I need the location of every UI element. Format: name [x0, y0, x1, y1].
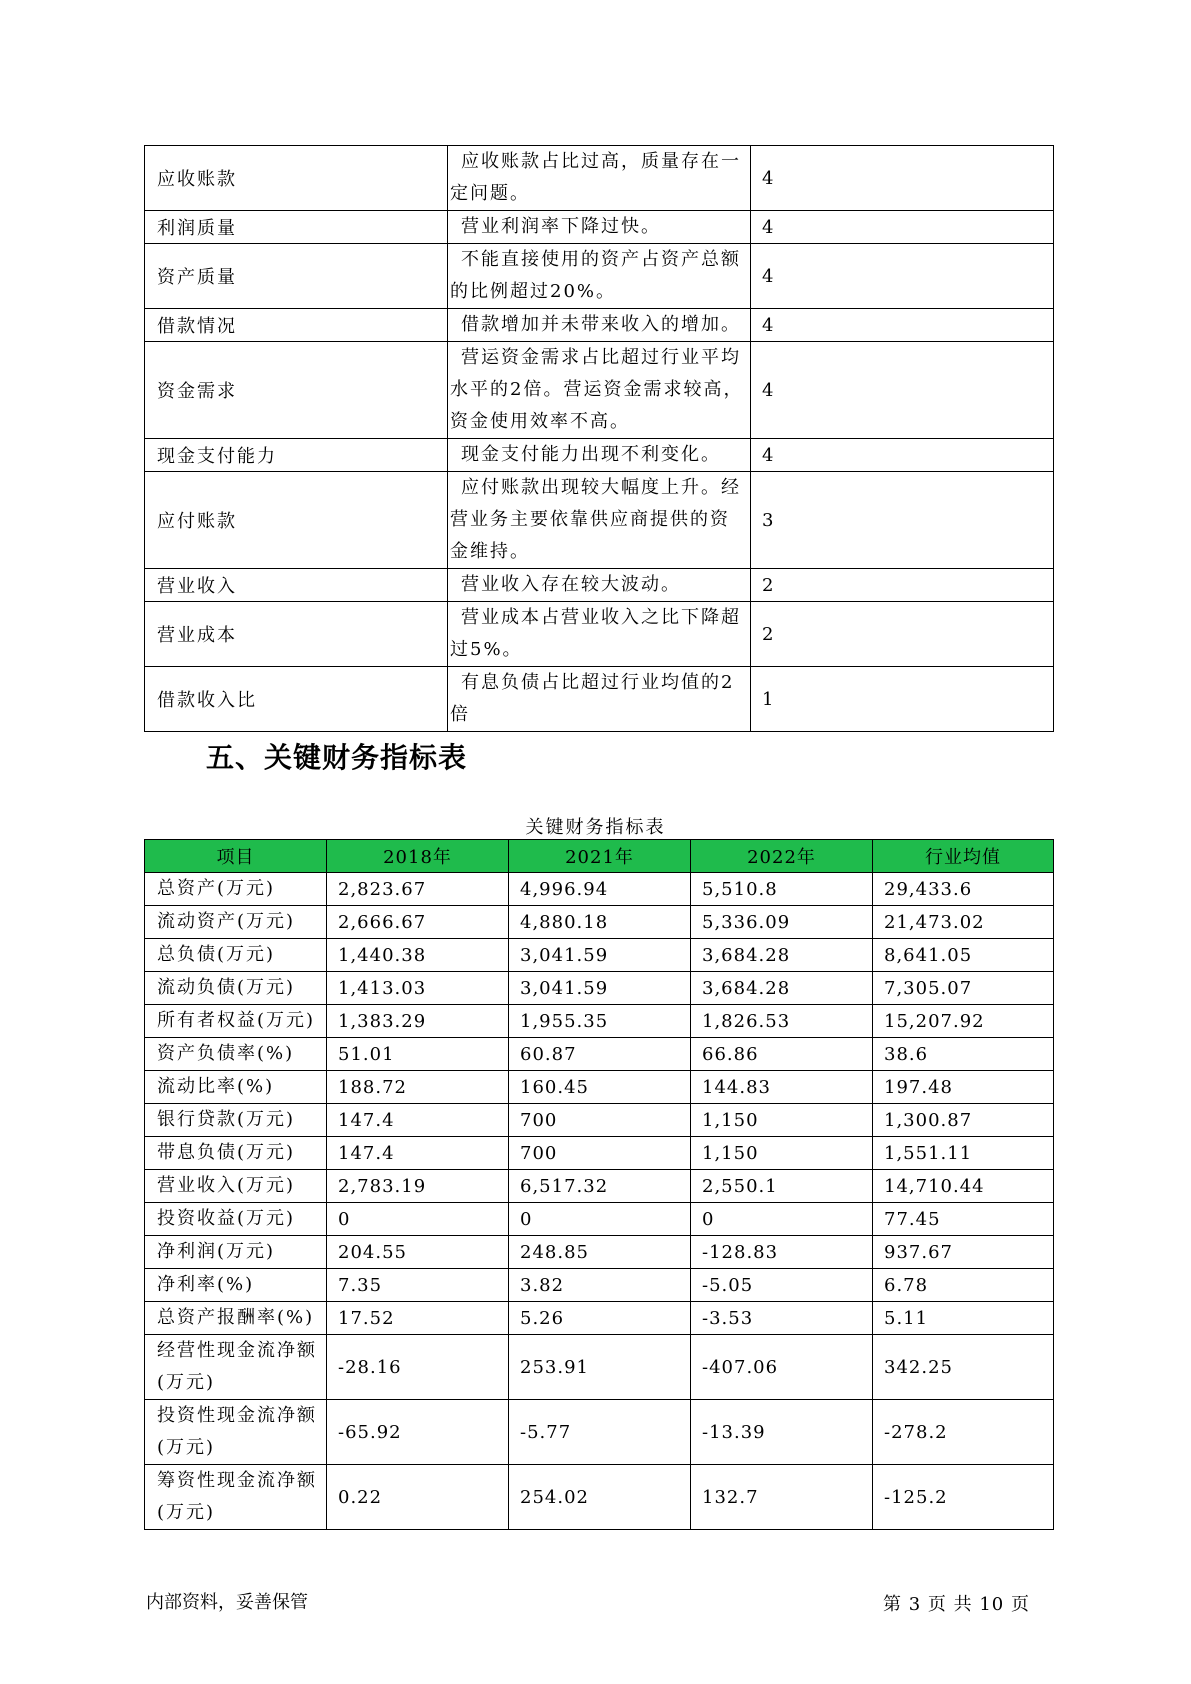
value-2021: 700	[509, 1104, 691, 1137]
value-industry-avg: 77.45	[873, 1203, 1054, 1236]
value-industry-avg: 21,473.02	[873, 906, 1054, 939]
value-2018: 1,440.38	[327, 939, 509, 972]
value-industry-avg: 38.6	[873, 1038, 1054, 1071]
table-row	[145, 667, 1054, 732]
value-2018: 147.4	[327, 1137, 509, 1170]
value-2018: -28.16	[327, 1335, 509, 1400]
indicator-name: 总负债(万元)	[145, 939, 327, 972]
value-2018: 7.35	[327, 1269, 509, 1302]
indicator-name: 投资收益(万元)	[145, 1203, 327, 1236]
indicator-name: 净利润(万元)	[145, 1236, 327, 1269]
value-2018: -65.92	[327, 1400, 509, 1465]
risk-item: 应付账款	[145, 472, 448, 569]
value-2022: -13.39	[691, 1400, 873, 1465]
value-industry-avg: 1,551.11	[873, 1137, 1054, 1170]
value-2021: 248.85	[509, 1236, 691, 1269]
table-row	[145, 972, 1054, 1005]
value-industry-avg: 15,207.92	[873, 1005, 1054, 1038]
risk-item: 借款情况	[145, 309, 448, 342]
value-2021: 3.82	[509, 1269, 691, 1302]
table-row	[145, 1005, 1054, 1038]
value-2022: 144.83	[691, 1071, 873, 1104]
table-row	[145, 1038, 1054, 1071]
risk-score: 3	[751, 472, 1054, 569]
risk-table	[144, 145, 1054, 732]
risk-score: 4	[751, 146, 1054, 211]
value-2021: 1,955.35	[509, 1005, 691, 1038]
indicator-name: 所有者权益(万元)	[145, 1005, 327, 1038]
risk-description: 营业成本占营业收入之比下降超过5%。	[448, 602, 751, 667]
risk-table-body	[145, 146, 1054, 732]
value-2018: 17.52	[327, 1302, 509, 1335]
value-2021: 0	[509, 1203, 691, 1236]
value-2021: 60.87	[509, 1038, 691, 1071]
value-2022: 2,550.1	[691, 1170, 873, 1203]
risk-description: 不能直接使用的资产占资产总额的比例超过20%。	[448, 244, 751, 309]
header-2022: 2022年	[691, 840, 873, 873]
footer-page-number: 第 3 页 共 10 页	[883, 1594, 1030, 1615]
value-2022: 3,684.28	[691, 939, 873, 972]
value-2018: 1,413.03	[327, 972, 509, 1005]
indicator-name: 带息负债(万元)	[145, 1137, 327, 1170]
financial-indicators-table	[144, 839, 1054, 1530]
indicator-name: 经营性现金流净额(万元)	[145, 1335, 327, 1400]
indicator-name: 流动比率(%)	[145, 1071, 327, 1104]
table-row	[145, 873, 1054, 906]
header-industry-avg: 行业均值	[873, 840, 1054, 873]
risk-item: 利润质量	[145, 211, 448, 244]
value-industry-avg: 5.11	[873, 1302, 1054, 1335]
risk-item: 资金需求	[145, 342, 448, 439]
table-header-row	[145, 840, 1054, 873]
value-2018: 2,823.67	[327, 873, 509, 906]
table-row	[145, 1335, 1054, 1400]
table-row	[145, 211, 1054, 244]
indicator-name: 营业收入(万元)	[145, 1170, 327, 1203]
value-industry-avg: 29,433.6	[873, 873, 1054, 906]
value-2022: -407.06	[691, 1335, 873, 1400]
risk-item: 应收账款	[145, 146, 448, 211]
table-row	[145, 342, 1054, 439]
value-2018: 2,783.19	[327, 1170, 509, 1203]
value-2021: 6,517.32	[509, 1170, 691, 1203]
value-2022: 0	[691, 1203, 873, 1236]
risk-item: 资产质量	[145, 244, 448, 309]
value-industry-avg: 8,641.05	[873, 939, 1054, 972]
indicator-name: 筹资性现金流净额(万元)	[145, 1465, 327, 1530]
table-row	[145, 472, 1054, 569]
table-row	[145, 1170, 1054, 1203]
value-2018: 0	[327, 1203, 509, 1236]
table-row	[145, 602, 1054, 667]
table-row	[145, 1400, 1054, 1465]
value-2021: 3,041.59	[509, 939, 691, 972]
table-caption: 关键财务指标表	[525, 817, 666, 838]
value-2021: 3,041.59	[509, 972, 691, 1005]
value-industry-avg: 6.78	[873, 1269, 1054, 1302]
value-industry-avg: 7,305.07	[873, 972, 1054, 1005]
risk-description: 应收账款占比过高，质量存在一定问题。	[448, 146, 751, 211]
risk-score: 4	[751, 211, 1054, 244]
table-row	[145, 939, 1054, 972]
table-row	[145, 309, 1054, 342]
indicator-name: 净利率(%)	[145, 1269, 327, 1302]
value-2018: 1,383.29	[327, 1005, 509, 1038]
risk-description: 营业收入存在较大波动。	[448, 569, 751, 602]
risk-description: 营业利润率下降过快。	[448, 211, 751, 244]
header-2021: 2021年	[509, 840, 691, 873]
value-2021: 4,996.94	[509, 873, 691, 906]
value-2022: -3.53	[691, 1302, 873, 1335]
value-2022: 5,510.8	[691, 873, 873, 906]
risk-item: 现金支付能力	[145, 439, 448, 472]
table-row	[145, 1269, 1054, 1302]
risk-score: 4	[751, 439, 1054, 472]
table-row	[145, 1137, 1054, 1170]
indicator-name: 流动负债(万元)	[145, 972, 327, 1005]
risk-description: 现金支付能力出现不利变化。	[448, 439, 751, 472]
indicator-name: 银行贷款(万元)	[145, 1104, 327, 1137]
value-industry-avg: 197.48	[873, 1071, 1054, 1104]
risk-score: 2	[751, 569, 1054, 602]
indicator-name: 流动资产(万元)	[145, 906, 327, 939]
value-2022: -128.83	[691, 1236, 873, 1269]
value-2022: 3,684.28	[691, 972, 873, 1005]
value-2022: -5.05	[691, 1269, 873, 1302]
table-row	[145, 146, 1054, 211]
financial-table-body	[145, 873, 1054, 1530]
risk-score: 4	[751, 244, 1054, 309]
risk-item: 营业收入	[145, 569, 448, 602]
header-item: 项目	[145, 840, 327, 873]
indicator-name: 资产负债率(%)	[145, 1038, 327, 1071]
table-row	[145, 1203, 1054, 1236]
risk-description: 有息负债占比超过行业均值的2倍	[448, 667, 751, 732]
value-2021: 4,880.18	[509, 906, 691, 939]
value-2018: 0.22	[327, 1465, 509, 1530]
section-title: 五、关键财务指标表	[206, 741, 468, 774]
value-2021: 5.26	[509, 1302, 691, 1335]
value-2018: 204.55	[327, 1236, 509, 1269]
value-2022: 66.86	[691, 1038, 873, 1071]
table-row	[145, 439, 1054, 472]
value-industry-avg: 1,300.87	[873, 1104, 1054, 1137]
table-row	[145, 244, 1054, 309]
table-row	[145, 569, 1054, 602]
value-2021: 254.02	[509, 1465, 691, 1530]
indicator-name: 总资产(万元)	[145, 873, 327, 906]
table-row	[145, 1465, 1054, 1530]
value-2022: 132.7	[691, 1465, 873, 1530]
table-row	[145, 1104, 1054, 1137]
table-row	[145, 1302, 1054, 1335]
value-2021: 253.91	[509, 1335, 691, 1400]
risk-item: 借款收入比	[145, 667, 448, 732]
risk-score: 2	[751, 602, 1054, 667]
header-2018: 2018年	[327, 840, 509, 873]
risk-item: 营业成本	[145, 602, 448, 667]
value-2018: 147.4	[327, 1104, 509, 1137]
value-industry-avg: 937.67	[873, 1236, 1054, 1269]
risk-description: 应付账款出现较大幅度上升。经营业务主要依靠供应商提供的资金维持。	[448, 472, 751, 569]
risk-score: 1	[751, 667, 1054, 732]
footer-confidential: 内部资料，妥善保管	[146, 1592, 308, 1613]
indicator-name: 总资产报酬率(%)	[145, 1302, 327, 1335]
value-2018: 51.01	[327, 1038, 509, 1071]
table-row	[145, 1236, 1054, 1269]
value-industry-avg: 14,710.44	[873, 1170, 1054, 1203]
value-industry-avg: -278.2	[873, 1400, 1054, 1465]
value-industry-avg: 342.25	[873, 1335, 1054, 1400]
value-2022: 1,150	[691, 1104, 873, 1137]
value-2018: 188.72	[327, 1071, 509, 1104]
value-2018: 2,666.67	[327, 906, 509, 939]
table-row	[145, 906, 1054, 939]
indicator-name: 投资性现金流净额(万元)	[145, 1400, 327, 1465]
value-2021: 700	[509, 1137, 691, 1170]
value-2022: 1,826.53	[691, 1005, 873, 1038]
risk-description: 营运资金需求占比超过行业平均水平的2倍。营运资金需求较高，资金使用效率不高。	[448, 342, 751, 439]
value-2021: 160.45	[509, 1071, 691, 1104]
table-row	[145, 1071, 1054, 1104]
risk-score: 4	[751, 342, 1054, 439]
value-2022: 1,150	[691, 1137, 873, 1170]
risk-description: 借款增加并未带来收入的增加。	[448, 309, 751, 342]
risk-score: 4	[751, 309, 1054, 342]
value-2022: 5,336.09	[691, 906, 873, 939]
value-industry-avg: -125.2	[873, 1465, 1054, 1530]
value-2021: -5.77	[509, 1400, 691, 1465]
